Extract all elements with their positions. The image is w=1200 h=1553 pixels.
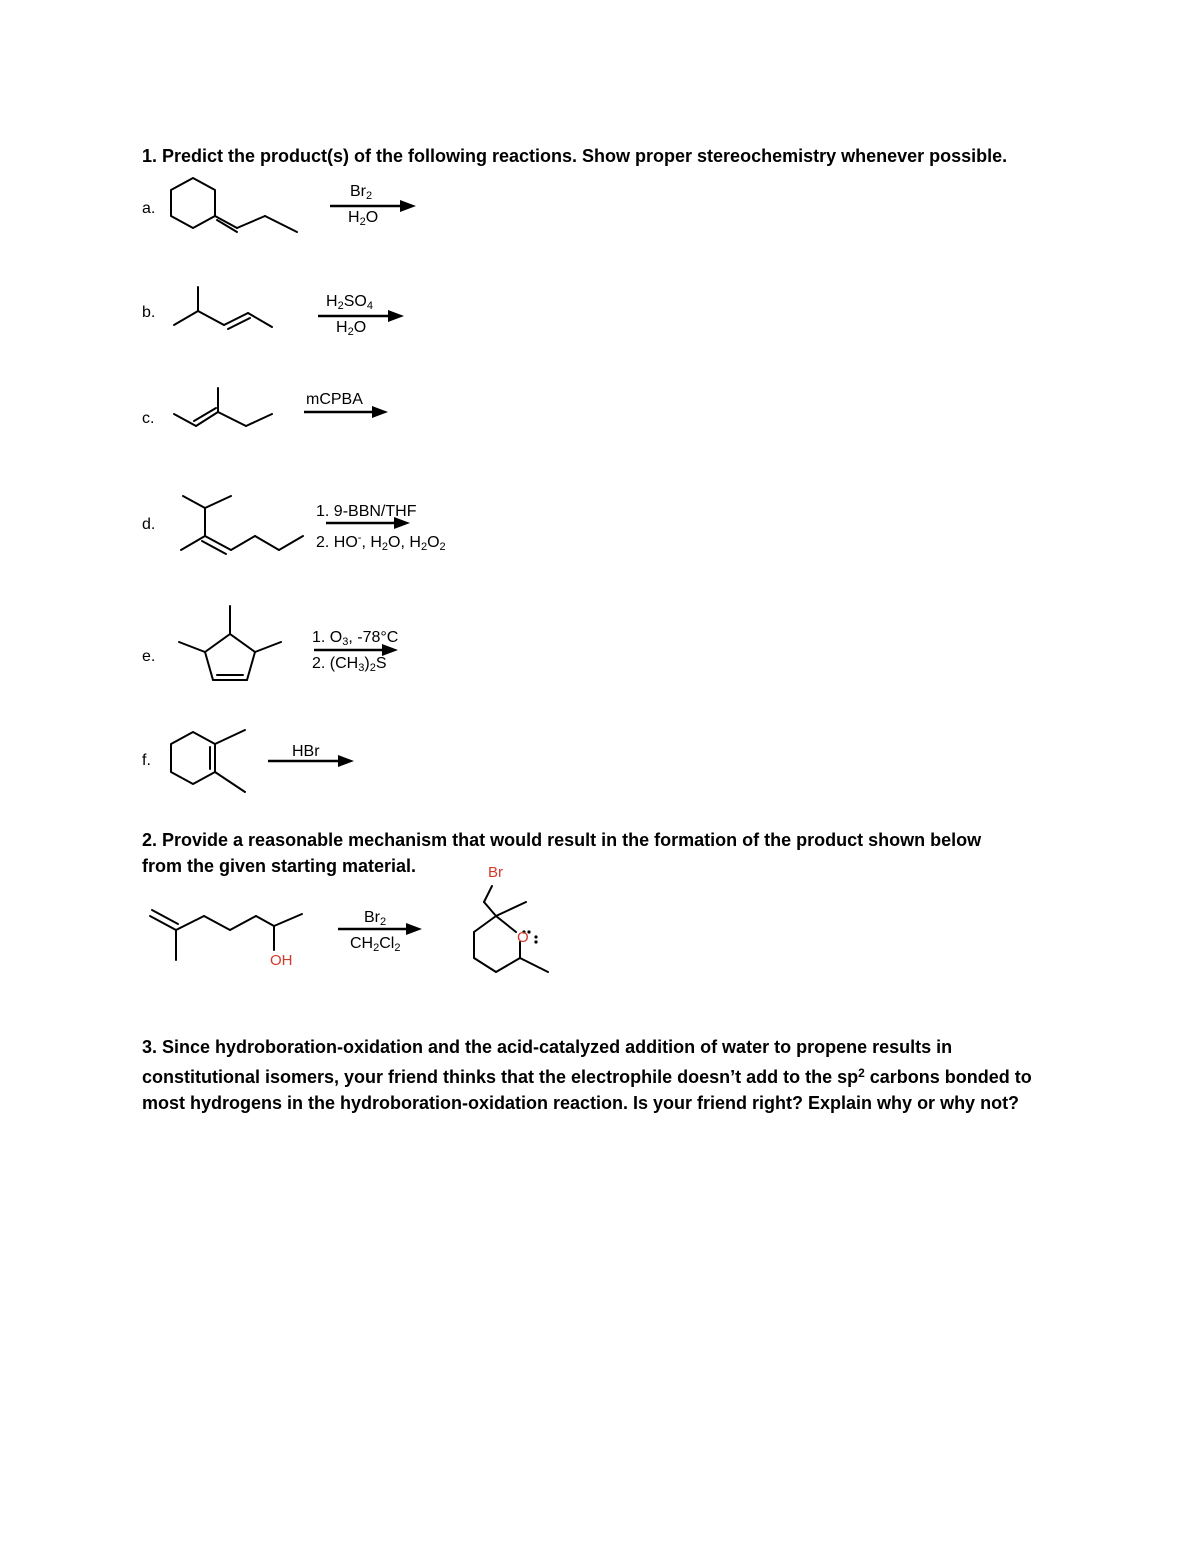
reagent-b-bottom: $H_2O$: [336, 319, 367, 338]
item-label-b: b.: [142, 304, 156, 321]
reagent-d-top: 1. 9-BBN/THF: [316, 503, 417, 520]
oh-label: OH: [270, 952, 293, 969]
reaction-arrow-c: [304, 405, 394, 419]
reagent-a-top: $Br_2$: [350, 183, 373, 202]
item-label-f: f.: [142, 752, 151, 769]
question-3-text: 3. Since hydroboration-oxidation and the acid-catalyzed addition of water to propene results in constitutional isomers, your friend thinks that the electrophile doesn’t add to the $sp^2$ carbons bonded to most hydrogens in the hydroboration-oxidation reaction. Is your friend right? Explain why or why not?: [142, 1037, 1032, 1113]
br-label: Br: [488, 864, 503, 881]
structure-f: [165, 728, 255, 798]
question-2-heading-line2: from the given starting material.: [142, 856, 417, 876]
question-2-heading-line1: 2. Provide a reasonable mechanism that would result in the formation of the product shown below: [142, 830, 982, 850]
item-label-c: c.: [142, 410, 155, 427]
item-label-e: e.: [142, 648, 156, 665]
structure-c: [170, 386, 280, 441]
reagent-q2-top: $Br_2$: [364, 909, 387, 928]
reagent-b-top: $H_2SO_4$: [326, 293, 373, 312]
structure-q2-product: [470, 880, 560, 990]
reaction-arrow-f: [268, 754, 358, 768]
structure-e: [175, 604, 285, 684]
structure-b: [170, 285, 280, 340]
reagent-e-bottom: 2. $(CH_3)_2S$: [312, 655, 387, 674]
o-label: O: [517, 929, 529, 946]
structure-d: [175, 492, 315, 562]
reagent-c-top: mCPBA: [306, 391, 363, 408]
question-1-heading: 1. Predict the product(s) of the following reactions. Show proper stereochemistry whenever possible.: [142, 146, 1008, 166]
reagent-q2-bottom: $CH_2Cl_2$: [350, 935, 401, 954]
reagent-e-top: 1. $O_3$, -78°C: [312, 629, 399, 648]
item-label-d: d.: [142, 516, 156, 533]
item-label-a: a.: [142, 200, 156, 217]
reagent-a-bottom: $H_2O$: [348, 209, 379, 228]
reagent-f-top: HBr: [292, 743, 320, 760]
reagent-d-bottom: 2. HO-, $H_2O$, $H_2O_2$: [316, 532, 446, 553]
structure-a: [165, 176, 305, 246]
